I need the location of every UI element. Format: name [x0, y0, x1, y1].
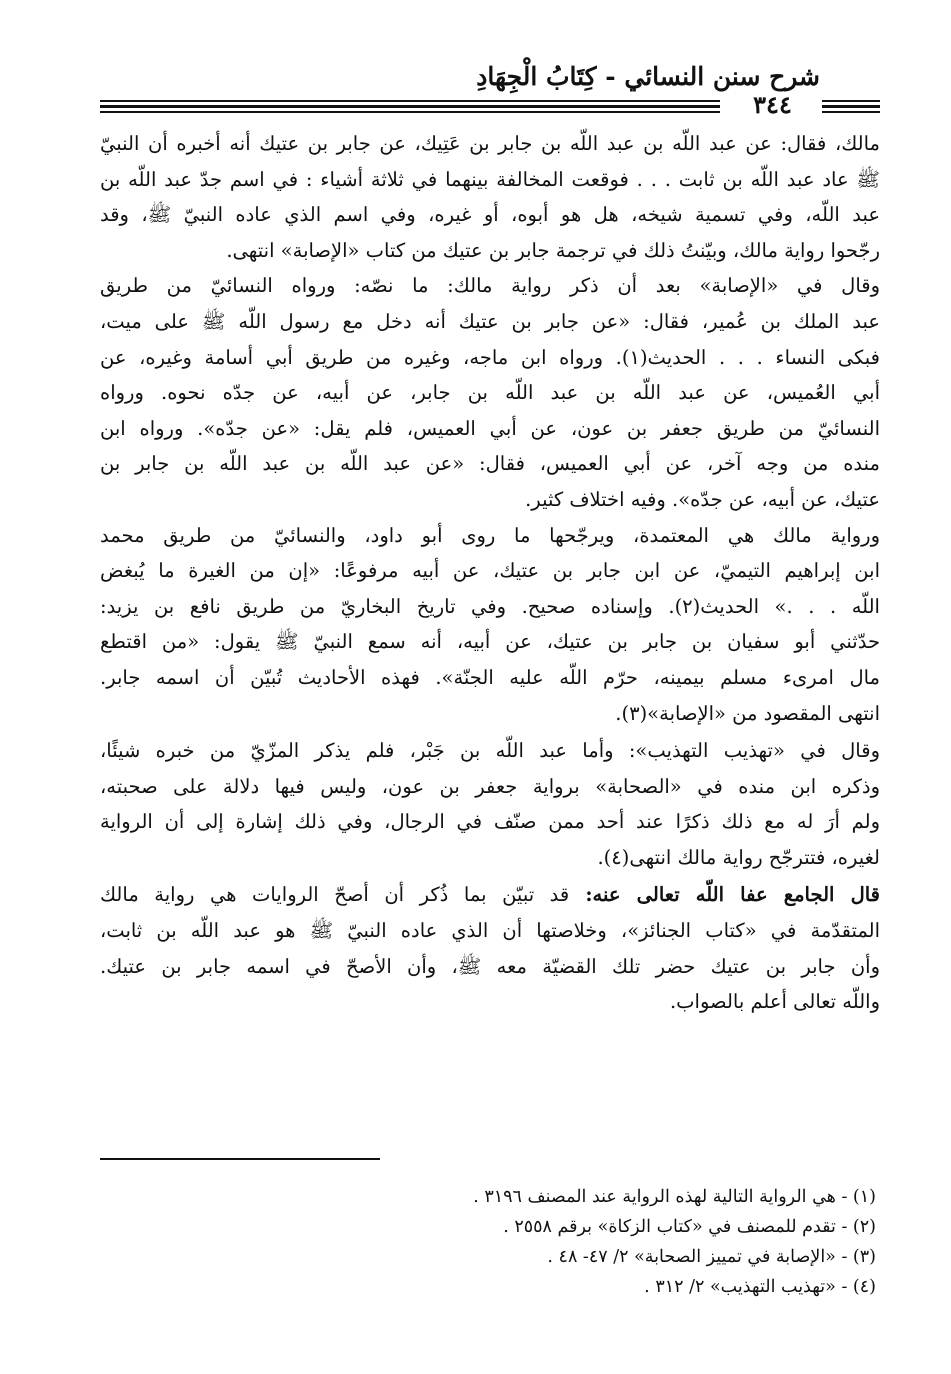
text-line: النسائيّ من طريق جعفر بن عون، عن أبي العميس، فلم يقل: «عن جدّه». ورواه ابن: [100, 416, 880, 440]
rule-line: [100, 111, 720, 113]
text-line: عبد اللّه، وفي تسمية شيخه، هل هو أبوه، أو غيره، وفي اسم الذي عاده النبيّ ﷺ، وقد: [100, 203, 880, 227]
text-line: وقال في «الإصابة» بعد أن ذكر رواية مالك: ما نصّه: ورواه النسائيّ من طريق: [100, 274, 880, 298]
text-line: مالك، فقال: عن عبد اللّه بن عبد اللّه بن جابر بن عَتِيك، عن جابر بن عتيك أنه أخبره أن النبيّ: [100, 132, 880, 155]
text-line: أبي العُميس، عن عبد اللّه بن عبد اللّه بن جابر، عن أبيه، عن جدّه نحوه. ورواه: [100, 381, 880, 405]
text-line: انتهى المقصود من «الإصابة»(٣).: [615, 701, 880, 725]
text-line: ولم أرَ له مع ذلك ذكرًا عند أحد ممن صنّف في الرجال، وفي ذلك إشارة إلى أن الرواية: [100, 810, 880, 834]
author-note-lead: قال الجامع عفا اللّه تعالى عنه:: [569, 883, 880, 907]
body-text: [100, 126, 880, 1020]
text-line: منده من وجه آخر، عن أبي العميس، فقال: «عن عبد اللّه بن عبد اللّه بن جابر بن: [100, 452, 880, 476]
text-line: وذكره ابن منده في «الصحابة» برواية جعفر بن عون، وليس فيها دلالة على صحبته،: [100, 774, 880, 798]
footnote: (٤) - «تهذيب التهذيب» ٢/ ٣١٢ .: [644, 1277, 876, 1297]
author-note-text: قد تبيّن بما ذُكر أن أصحّ الروايات هي رواية مالك: [100, 883, 570, 907]
rule-line: [822, 105, 880, 108]
header-rule: [100, 90, 880, 119]
text-line: وأن جابر بن عتيك حضر تلك القضيّة معه ﷺ، وأن الأصحّ في اسمه جابر بن عتيك.: [100, 954, 880, 978]
footnote: (٢) - تقدم للمصنف في «كتاب الزكاة» برقم ٢٥٥٨ .: [503, 1217, 876, 1237]
text-line: فبكى النساء . . . الحديث(١). ورواه ابن ماجه، وغيره من طريق أبي أسامة وغيره، عن: [100, 345, 880, 369]
text-line: [100, 877, 880, 913]
footnote: (١) - هي الرواية التالية لهذه الرواية عند المصنف ٣١٩٦ .: [473, 1187, 876, 1207]
text-line: رجّحوا رواية مالك، وبيّنتُ ذلك في ترجمة جابر بن عتيك من كتاب «الإصابة» انتهى.: [226, 238, 880, 262]
text-line: لغيره، فتترجّح رواية مالك انتهى(٤).: [597, 845, 880, 869]
footnotes: [116, 1182, 876, 1302]
text-line: ﷺ عاد عبد اللّه بن ثابت . . . فوقعت المخالفة بينهما في ثلاثة أشياء : في اسم جدّ عبد اللّه بن: [100, 167, 880, 191]
text-line: حدّثني أبو سفيان بن جابر بن عتيك، عن أبيه، أنه سمع النبيّ ﷺ يقول: «من اقتطع: [100, 630, 880, 654]
footnote: (٣) - «الإصابة في تمييز الصحابة» ٢/ ٤٧- ٤٨ .: [547, 1247, 876, 1267]
text-line: المتقدّمة في «كتاب الجنائز»، وخلاصتها أن الذي عاده النبيّ ﷺ هو عبد اللّه بن ثابت،: [100, 919, 880, 943]
text-line: وقال في «تهذيب التهذيب»: وأما عبد اللّه بن جَبْر، فلم يذكر المزّيّ من خبره شيئًا،: [100, 739, 880, 763]
text-line: واللّه تعالى أعلم بالصواب.: [669, 990, 880, 1014]
footnote-separator: [100, 1158, 380, 1160]
text-line: ورواية مالك هي المعتمدة، ويرجّحها ما روى أبو داود، والنسائيّ من طريق محمد: [100, 523, 880, 547]
rule-line: [822, 111, 880, 113]
rule-line: [100, 105, 720, 108]
text-line: مال امرىء مسلم بيمينه، حرّم اللّه عليه الجنّة». فهذه الأحاديث تُبيّن أن اسمه جابر.: [100, 665, 880, 689]
text-line: ابن إبراهيم التيميّ، عن ابن جابر بن عتيك، عن أبيه مرفوعًا: «إن من الغيرة ما يُبغض: [100, 559, 880, 583]
header-title: شرح سنن النسائي - كِتَابُ الْجِهَادِ: [476, 62, 820, 91]
page-number: ٣٤٤: [753, 90, 792, 119]
text-line: عتيك، عن أبيه، عن جدّه». وفيه اختلاف كثير.: [525, 487, 880, 511]
text-line: اللّه . . .» الحديث(٢). وإسناده صحيح. وفي تاريخ البخاريّ من طريق نافع بن يزيد:: [100, 594, 880, 618]
text-line: عبد الملك بن عُمير، فقال: «عن جابر بن عتيك أنه دخل مع رسول اللّه ﷺ على ميت،: [100, 309, 880, 333]
rule-line: [100, 100, 720, 102]
rule-line: [822, 100, 880, 102]
